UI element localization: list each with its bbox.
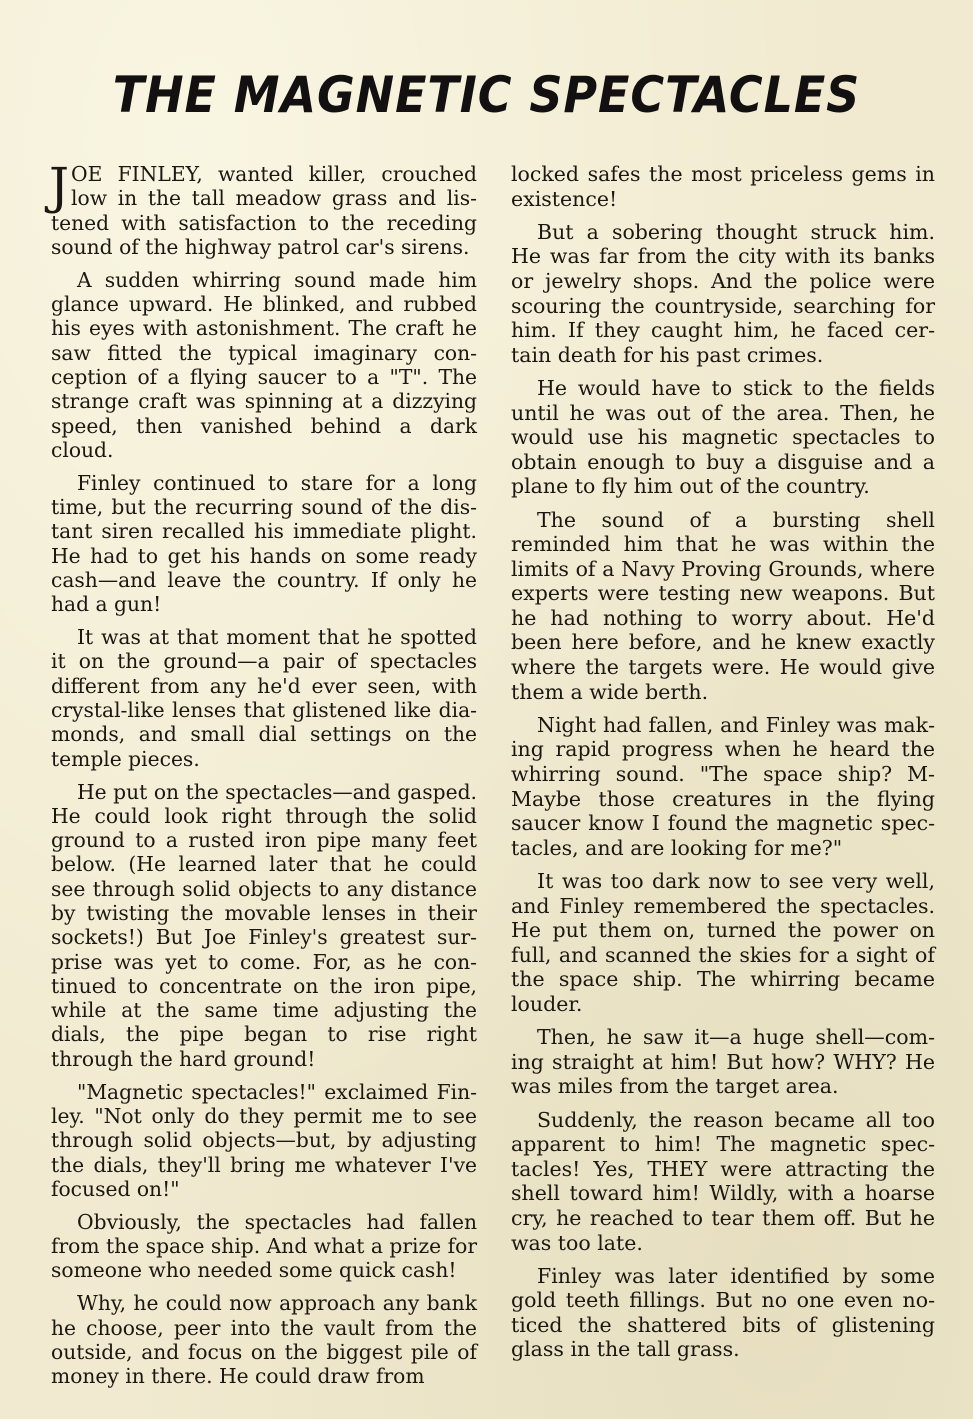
paragraph: Then, he saw it—a huge shell—coming straight at him! But how? WHY? He was miles from the target area.	[511, 1025, 935, 1099]
paragraph: Obviously, the spectacles had fallen from the space ship. And what a prize for someone who needed some quick cash!	[51, 1209, 477, 1283]
paragraph: Finley was later identified by some gold teeth fillings. But no one even noticed the shattered bits of glistening glass in the tall grass.	[511, 1263, 935, 1362]
paragraph-continuation: locked safes the most priceless gems in existence!	[511, 162, 935, 211]
first-paragraph-text: OE FINLEY, wanted killer, crouched low in the tall meadow grass and listened with satisfaction to the receding sound of the highway patrol car's sirens.	[51, 162, 477, 259]
left-column	[49, 157, 477, 1397]
paragraph: It was too dark now to see very well, and Finley remembered the spectacles. He put them on, turned the power on full, and scanned the skies for a sight of the space ship. The whirring became louder.	[511, 869, 935, 1016]
paragraph: He would have to stick to the fields until he was out of the area. Then, he would use his magnetic spectacles to obtain enough to buy a disguise and a plane to fly him out of the country.	[511, 375, 935, 499]
drop-cap: J	[49, 157, 70, 215]
paragraph: A sudden whirring sound made him glance upward. He blinked, and rubbed his eyes with astonishment. The craft he saw fitted the typical imaginary conception of a flying saucer to a "T". The strange craft was spinning at a dizzying speed, then vanished behind a dark cloud.	[51, 267, 477, 462]
paragraph: It was at that moment that he spotted it on the ground—a pair of spectacles different from any he'd ever seen, with crystal-like lenses that glistened like diamonds, and small dial settings on the temple pieces.	[51, 625, 477, 771]
paragraph: Why, he could now approach any bank he choose, peer into the vault from the outside, and focus on the biggest pile of money in there. He could draw from	[51, 1291, 477, 1389]
paragraph: Suddenly, the reason became all too apparent to him! The magnetic spectacles! Yes, THEY were attracting the shell toward him! Wildly, with a hoarse cry, he reached to tear them off. But he was too late.	[511, 1107, 935, 1255]
paragraph	[49, 157, 477, 259]
paragraph: The sound of a bursting shell reminded him that he was within the limits of a Navy Proving Grounds, where experts were testing new weapons. But he had nothing to worry about. He'd been here before, and he knew exactly where the targets were. He would give them a wide berth.	[511, 507, 935, 704]
paragraph: Finley continued to stare for a long time, but the recurring sound of the distant siren recalled his immediate plight. He had to get his hands on some ready cash—and leave the country. If only he had a gun!	[51, 470, 477, 617]
paragraph: "Magnetic spectacles!" exclaimed Finley. "Not only do they permit me to see through solid objects—but, by adjusting the dials, they'll bring me whatever I've focused on!"	[51, 1079, 477, 1201]
paragraph: But a sobering thought struck him. He was far from the city with its banks or jewelry shops. And the police were scouring the countryside, searching for him. If they caught him, he faced certain death for his past crimes.	[511, 219, 935, 367]
story-title: THE MAGNETIC SPECTACLES	[112, 66, 861, 124]
right-column	[511, 162, 935, 1371]
paragraph: Night had fallen, and Finley was making rapid progress when he heard the whirring sound. "The space ship? M-Maybe those creatures in the flying saucer know I found the magnetic spectacles, and are looking for me?"	[511, 712, 935, 860]
paragraph: He put on the spectacles—and gasped. He could look right through the solid ground to a rusted iron pipe many feet below. (He learned later that he could see through solid objects to any distance by twisting the movable lenses in their sockets!) But Joe Finley's greatest surprise was yet to come. For, as he continued to concentrate on the iron pipe, while at the same time adjusting the dials, the pipe began to rise right through the hard ground!	[51, 779, 477, 1071]
